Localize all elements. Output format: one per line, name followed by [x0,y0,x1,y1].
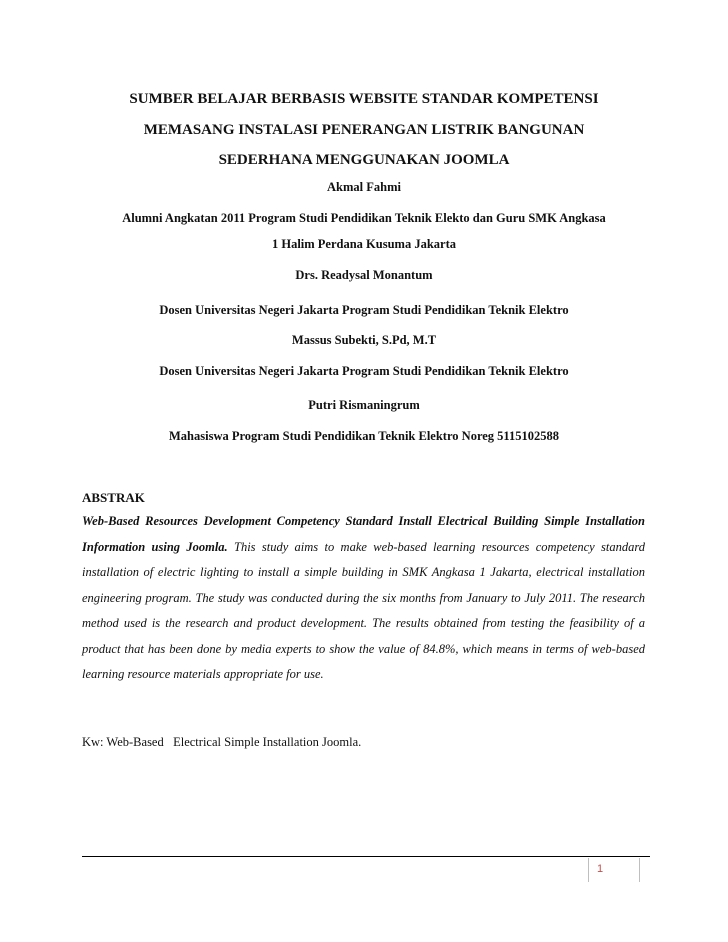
author-affiliation-2: Dosen Universitas Negeri Jakarta Program Studi Pendidikan Teknik Elektro [159,303,569,317]
page-number: 1 [597,863,604,875]
author-name-2: Drs. Readysal Monantum [295,268,433,282]
abstract-body: This study aims to make web-based learning resources competency standard installation of electric lighting to install a simple building in SMK Angkasa 1 Jakarta, electrical installation engineering program. The study was conducted during the six months from January to July 2011. The research method used is the research and product development. The results obtained from testing the feasibility of a product that has been done by media experts to show the value of 84.8%, which means in terms of web-based learning resource materials appropriate for use. [82,539,645,681]
author-affiliation-4: Mahasiswa Program Studi Pendidikan Teknik Elektro Noreg 5115102588 [169,429,559,443]
author-name-3: Massus Subekti, S.Pd, M.T [291,333,437,347]
paper-title-line-3: SEDERHANA MENGGUNAKAN JOOMLA [218,152,510,168]
keywords: Kw: Web-Based Electrical Simple Installation Joomla. [82,735,362,749]
abstract-lead: Web-Based Resources Development Competency Standard Install Electrical Building Simple Installation Information using Joomla. [82,514,645,554]
paper-title-line-1: SUMBER BELAJAR BERBASIS WEBSITE STANDAR KOMPETENSI [129,91,599,107]
footer-rule [82,856,650,857]
page-number-box [588,858,640,882]
author-name-4: Putri Rismaningrum [308,398,420,412]
author-affiliation-1-line-2: 1 Halim Perdana Kusuma Jakarta [271,237,457,251]
author-affiliation-1-line-1: Alumni Angkatan 2011 Program Studi Pendidikan Teknik Elekto dan Guru SMK Angkasa [122,211,606,225]
paper-title-line-2: MEMASANG INSTALASI PENERANGAN LISTRIK BANGUNAN [143,122,585,138]
abstract-heading: ABSTRAK [82,490,145,505]
author-name-1: Akmal Fahmi [327,180,401,194]
abstract-paragraph [82,509,645,688]
author-affiliation-3: Dosen Universitas Negeri Jakarta Program Studi Pendidikan Teknik Elektro [159,364,569,378]
